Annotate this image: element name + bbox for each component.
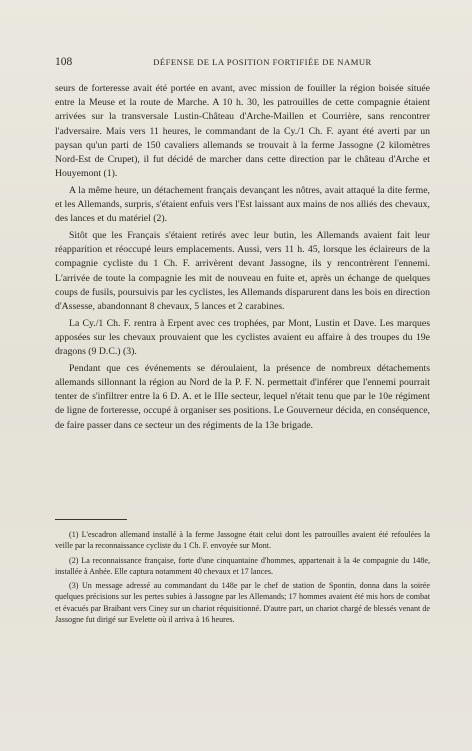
paragraph: Pendant que ces événements se déroulaient, la présence de nombreux détachements allemands sillonnant la région au Nord de la P. F. N. permettait d'inférer que l'ennemi pourrait tenter de s'infiltrer entre la 6 D. A. et le IIIe secteur, lequel n'était tenu que par le 10e régiment de ligne de forteresse, occupé à organiser ses positions. Le Gouverneur décida, en conséquence, de faire passer dans ce secteur un des régiments de la 13e brigade. xyxy=(55,362,430,431)
running-title: DÉFENSE DE LA POSITION FORTIFIÉE DE NAMUR xyxy=(153,57,372,67)
paragraph: La Cy./1 Ch. F. rentra à Erpent avec ces trophées, par Mont, Lustin et Dave. Les marques apposées sur les chevaux prouvaient que les cyclistes avaient eu affaire à des troupes du 19e dragons (9 D.C.) (3). xyxy=(55,317,430,358)
page-number: 108 xyxy=(55,56,73,68)
page-header xyxy=(55,56,430,70)
footnote: (2) La reconnaissance française, forte d'une cinquantaine d'hommes, appartenait à la 4e compagnie du 148e, installée à Anhée. Elle captura notamment 40 chevaux et 17 lances. xyxy=(55,555,430,576)
paragraph: Sitôt que les Français s'étaient retirés avec leur butin, les Allemands avaient fait leur réapparition et réoccupé leurs emplacements. Aussi, vers 11 h. 45, lorsque les éclaireurs de la compagnie cycliste du 1 Ch. F. arrivèrent devant Jassogne, ils y rencontrèrent l'ennemi. L'arrivée de toute la compagnie les mit de nouveau en fuite et, après un échange de quelques coups de fusils, poursuivis par les cyclistes, les Allemands disparurent dans les bois en direction d'Assesse, abandonnant 8 chevaux, 5 lances et 2 carabines. xyxy=(55,230,430,313)
main-text xyxy=(55,82,430,433)
footnote: (3) Un message adressé au commandant du 148e par le chef de station de Spontin, donna dans la soirée quelques précisions sur les pertes subies à Jassogne par les Allemands; 17 hommes avaient été mis hors de combat et évacués par Braibant vers Ciney sur un chariot réquisitionné. D'autre part, un chariot chargé de blessés venant de Jassogne fut dirigé sur Evelette où il arriva à 16 heures. xyxy=(55,581,430,625)
paragraph: seurs de forteresse avait été portée en avant, avec mission de fouiller la région boisée située entre la Meuse et la route de Marche. A 10 h. 30, les patrouilles de cette compagnie étaient arrivées sur la transversale Lustin-Château d'Arche-Maillen et Courrière, sans rencontrer l'adversaire. Mais vers 11 heures, le commandant de la Cy./1 Ch. F. ayant été averti par un paysan qu'un parti de 150 cavaliers allemands se trouvait à la ferme Jassogne (2 kilomètres Nord-Est de Crupet), il fut décidé de marcher dans cette direction par le château d'Arche et Houyemont (1). xyxy=(55,83,430,180)
footnote: (1) L'escadron allemand installé à la ferme Jassogne était celui dont les patrouilles avaient été refoulées la veille par la reconnaissance cycliste du 1 Ch. F. envoyée sur Mont. xyxy=(55,530,430,551)
paragraph: A la même heure, un détachement français devançant les nôtres, avait attaqué la dite ferme, et les Allemands, surpris, s'étaient enfuis vers l'Est laissant aux mains de nos alliés des chevaux, des lances et du matériel (2). xyxy=(55,184,430,225)
footnotes xyxy=(55,529,430,628)
footnote-separator xyxy=(55,519,127,520)
